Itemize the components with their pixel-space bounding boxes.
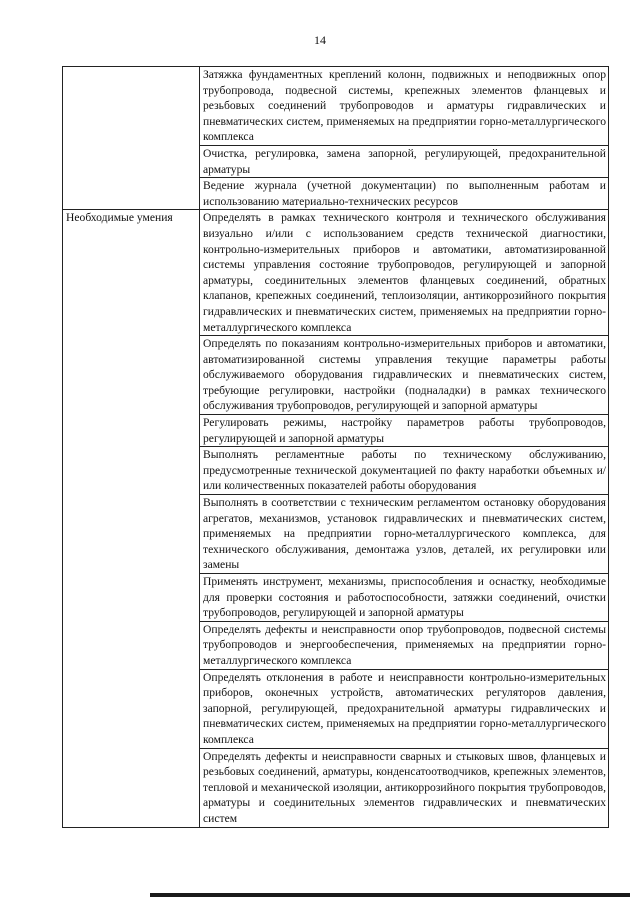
scan-edge-line bbox=[150, 893, 630, 897]
skill-cell: Выполнять регламентные работы по техническому обслуживанию, предусмотренные технической документацией по факту наработки объемных и/или количественных показателей работы оборудования bbox=[200, 447, 609, 495]
skill-cell: Определять дефекты и неисправности опор трубопроводов, подвесной системы трубопроводов и энергообеспечения, применяемых на предприятии горно-металлургического комплекса bbox=[200, 621, 609, 669]
action-cell: Ведение журнала (учетной документации) по выполненным работам и использованию материально-технических ресурсов bbox=[200, 178, 609, 210]
action-cell: Затяжка фундаментных креплений колонн, подвижных и неподвижных опор трубопровода, подвесной системы, крепежных элементов фланцевых и резьбовых соединений трубопроводов и арматуры гидравлических и пневматических систем, применяемых на предприятии горно-металлургического комплекса bbox=[200, 67, 609, 146]
table-row bbox=[63, 67, 609, 146]
action-cell: Очистка, регулировка, замена запорной, регулирующей, предохранительной арматуры bbox=[200, 145, 609, 177]
skill-cell: Выполнять в соответствии с техническим регламентом остановку оборудования агрегатов, механизмов, установок гидравлических и пневматических систем, применяемых на предприятии горно-металлургического комплекса, для технического обслуживания, демонтажа узлов, деталей, их регулировки или замены bbox=[200, 495, 609, 574]
skill-cell: Определять в рамках технического контроля и технического обслуживания визуально и/или с использованием средств технической диагностики, контрольно-измерительных приборов и автоматики, автоматизированной системы управления состояние трубопроводов, регулирующей и запорной арматуры, соединительных элементов фланцевых соединений, обратных клапанов, крепежных соединений, теплоизоляции, антикоррозийного покрытия гидравлических и пневматических систем, применяемых на предприятии горно-металлургического комплекса bbox=[200, 210, 609, 336]
skill-cell: Определять отклонения в работе и неисправности контрольно-измерительных приборов, оконечных устройств, автоматических регуляторов давления, запорной, регулирующей, предохранительной арматуры гидравлических и пневматических систем, применяемых на предприятии горно-металлургического комплекса bbox=[200, 669, 609, 748]
table-row bbox=[63, 210, 609, 336]
skill-cell: Применять инструмент, механизмы, приспособления и оснастку, необходимые для проверки состояния и работоспособности, затяжки соединений, очистки трубопроводов, регулирующей и запорной арматуры bbox=[200, 574, 609, 622]
skill-cell: Определять по показаниям контрольно-измерительных приборов и автоматики, автоматизированной системы управления текущие параметры работы обслуживаемого оборудования гидравлических и пневматических систем, требующие регулировки, настройки (подналадки) в рамках технического обслуживания трубопроводов, регулирующей и запорной арматуры bbox=[200, 336, 609, 415]
skill-cell: Определять дефекты и неисправности сварных и стыковых швов, фланцевых и резьбовых соединений, арматуры, конденсатоотводчиков, крепежных элементов, тепловой и механической изоляции, антикоррозийного покрытия трубопроводов, арматуры и соединительных элементов гидравлических и пневматических систем bbox=[200, 748, 609, 827]
skills-section-label: Необходимые умения bbox=[63, 210, 200, 827]
requirements-table bbox=[62, 66, 609, 828]
prev-section-label bbox=[63, 67, 200, 210]
page-number: 14 bbox=[314, 33, 326, 47]
skill-cell: Регулировать режимы, настройку параметров работы трубопроводов, регулирующей и запорной арматуры bbox=[200, 415, 609, 447]
